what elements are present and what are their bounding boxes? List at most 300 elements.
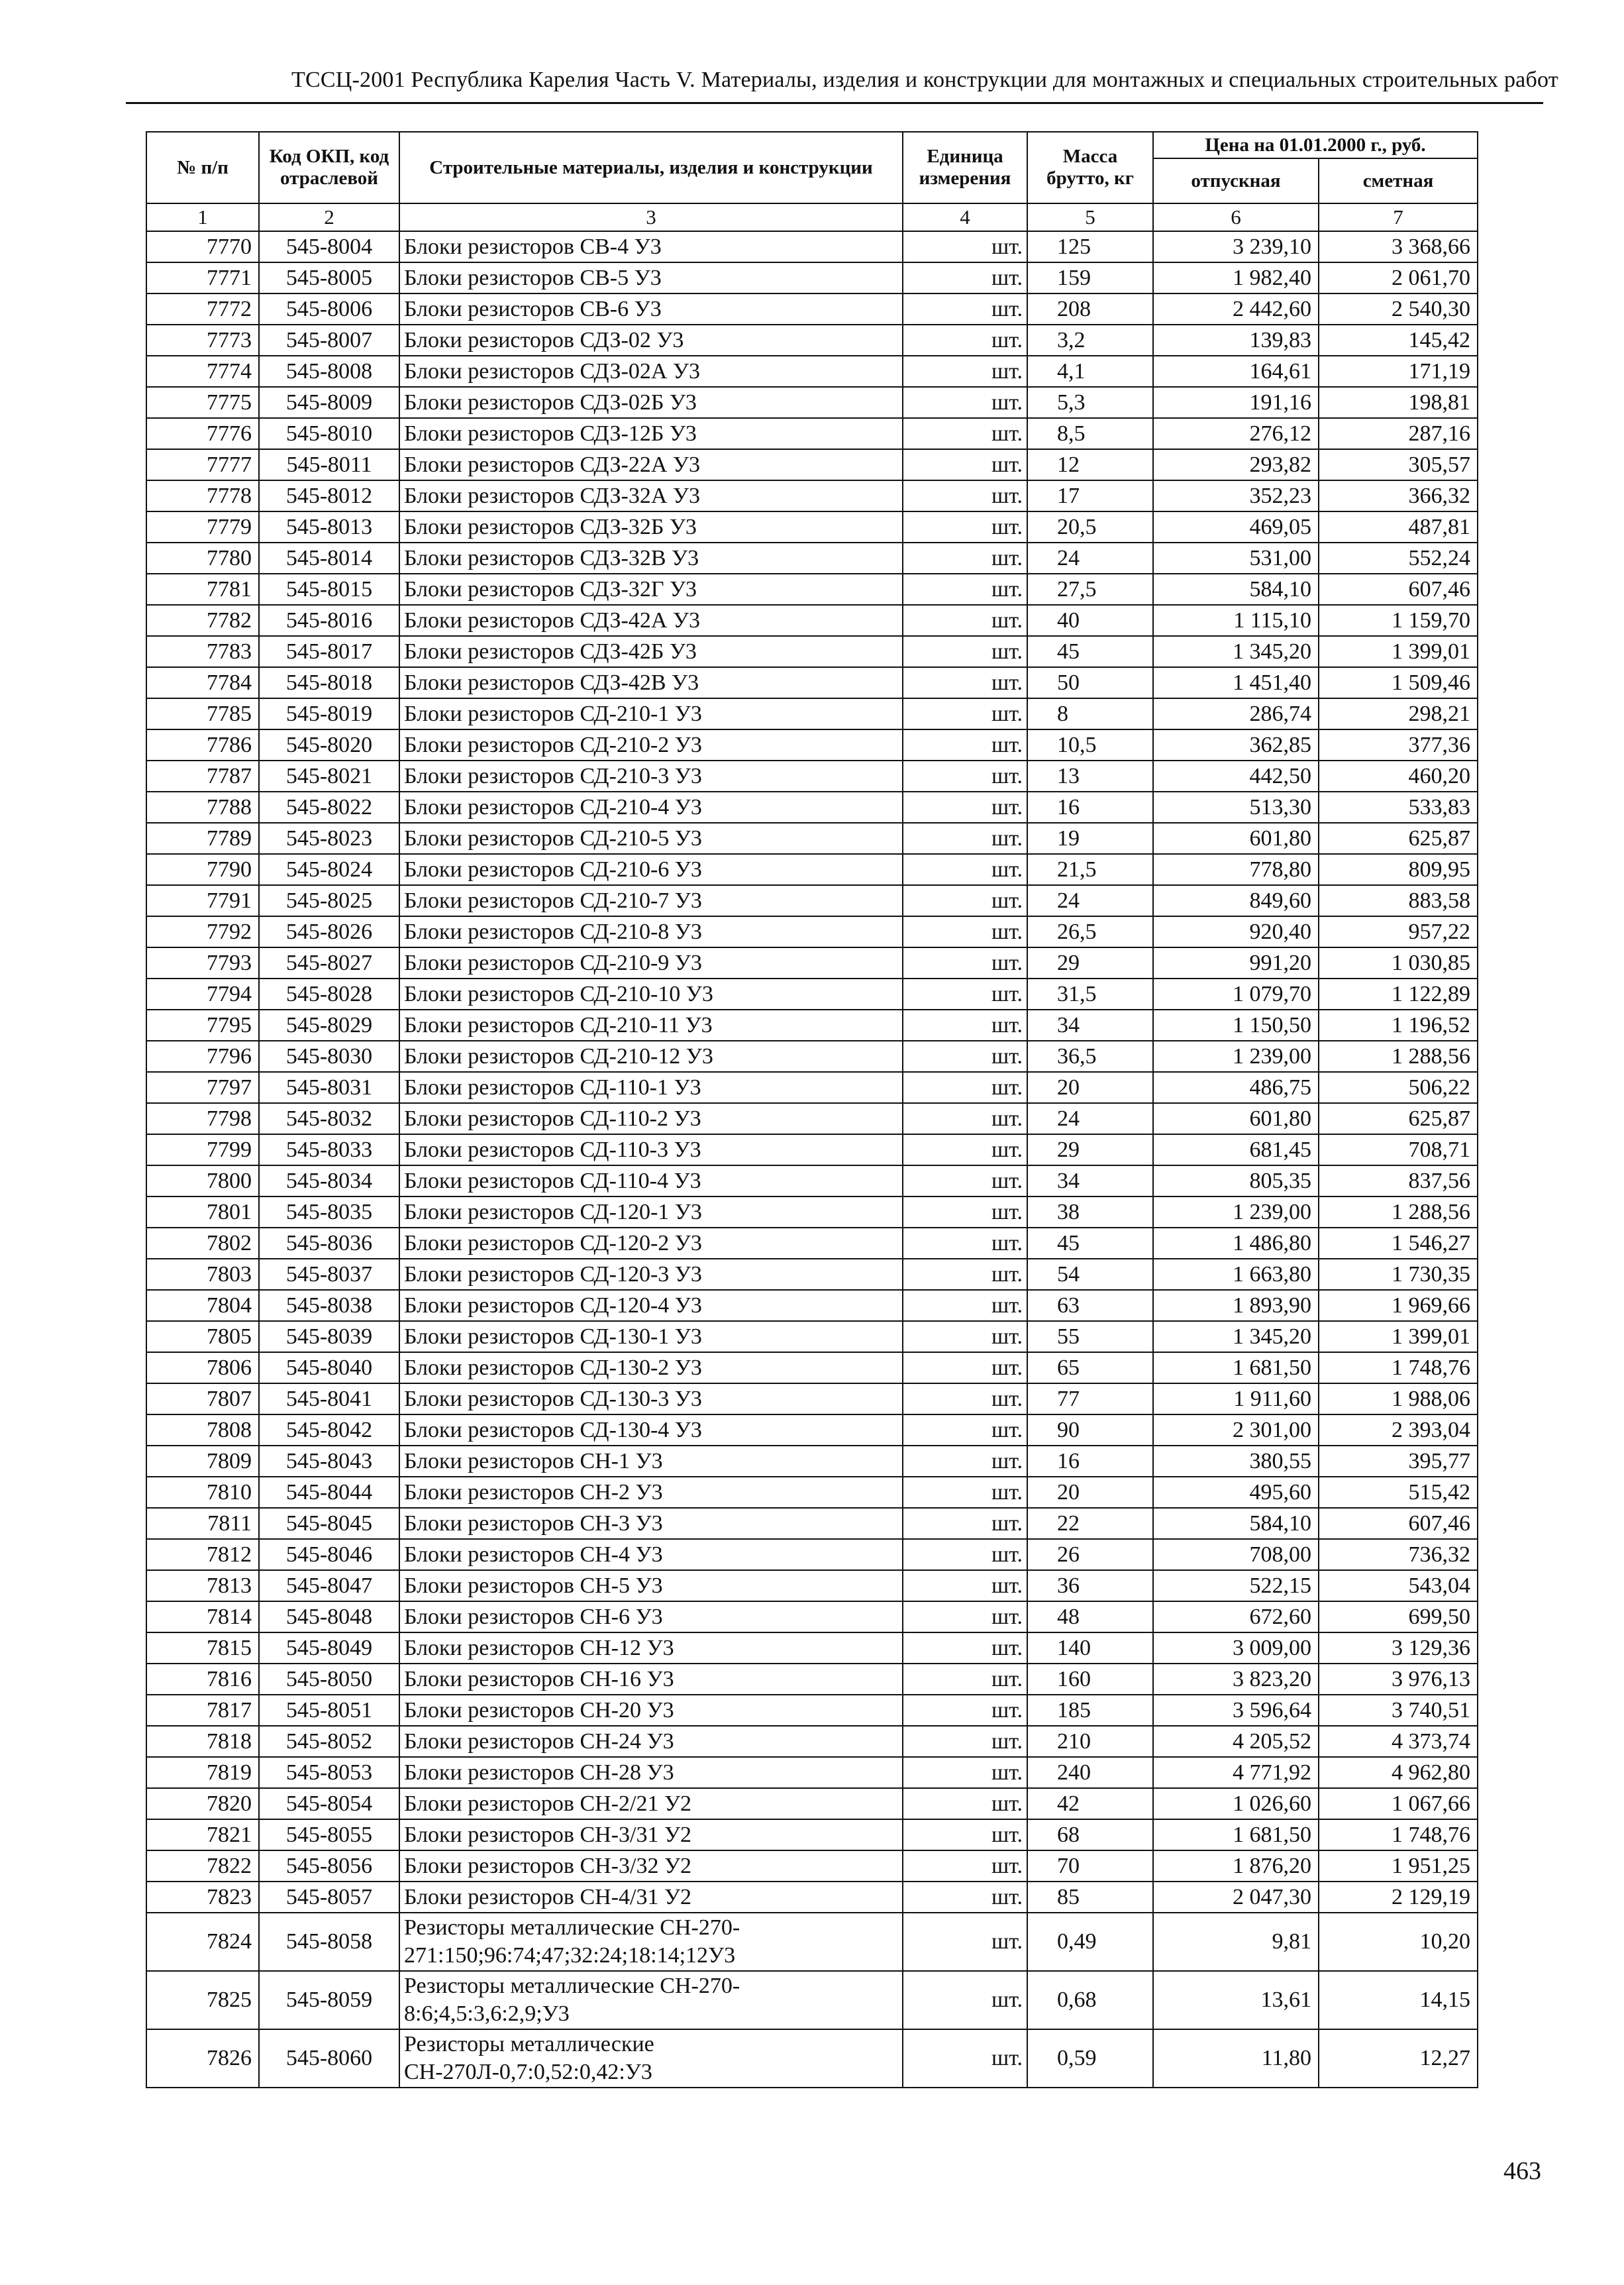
cell-material-name: Блоки резисторов СН-3/32 У2 — [399, 1850, 903, 1882]
cell-mass: 0,49 — [1027, 1913, 1153, 1971]
cell-okp-code: 545-8060 — [259, 2029, 399, 2088]
cell-okp-code: 545-8011 — [259, 449, 399, 480]
cell-material-name: Блоки резисторов СН-16 У3 — [399, 1664, 903, 1695]
cell-okp-code: 545-8010 — [259, 418, 399, 449]
cell-item-number: 7826 — [146, 2029, 259, 2088]
cell-mass: 31,5 — [1027, 979, 1153, 1010]
cell-item-number: 7800 — [146, 1165, 259, 1196]
cell-item-number: 7789 — [146, 823, 259, 854]
cell-price-estimate: 1 196,52 — [1319, 1010, 1478, 1041]
cell-item-number: 7807 — [146, 1383, 259, 1414]
cell-mass: 34 — [1027, 1165, 1153, 1196]
cell-material-name: Блоки резисторов СН-20 У3 — [399, 1695, 903, 1726]
cell-mass: 70 — [1027, 1850, 1153, 1882]
cell-price-release: 991,20 — [1153, 947, 1319, 979]
cell-material-name: Блоки резисторов СД-210-5 У3 — [399, 823, 903, 854]
cell-item-number: 7780 — [146, 543, 259, 574]
column-number: 7 — [1319, 203, 1478, 231]
cell-mass: 210 — [1027, 1726, 1153, 1757]
cell-item-number: 7786 — [146, 729, 259, 761]
cell-material-name: Блоки резисторов СН-3 У3 — [399, 1508, 903, 1539]
cell-price-estimate: 2 540,30 — [1319, 293, 1478, 325]
cell-material-name: Блоки резисторов СН-4 У3 — [399, 1539, 903, 1570]
cell-price-release: 139,83 — [1153, 325, 1319, 356]
table-row — [146, 418, 1478, 449]
cell-price-estimate: 533,83 — [1319, 792, 1478, 823]
table-row — [146, 1228, 1478, 1259]
cell-price-release: 1 150,50 — [1153, 1010, 1319, 1041]
cell-unit: шт. — [903, 1664, 1027, 1695]
cell-price-release: 469,05 — [1153, 511, 1319, 543]
cell-item-number: 7824 — [146, 1913, 259, 1971]
cell-material-name: Блоки резисторов СН-2 У3 — [399, 1477, 903, 1508]
cell-price-release: 1 115,10 — [1153, 605, 1319, 636]
cell-item-number: 7814 — [146, 1601, 259, 1632]
cell-item-number: 7804 — [146, 1290, 259, 1321]
cell-price-release: 2 301,00 — [1153, 1414, 1319, 1446]
cell-material-name: Блоки резисторов СДЗ-32В У3 — [399, 543, 903, 574]
cell-unit: шт. — [903, 947, 1027, 979]
cell-okp-code: 545-8033 — [259, 1134, 399, 1165]
cell-unit: шт. — [903, 1819, 1027, 1850]
cell-okp-code: 545-8009 — [259, 387, 399, 418]
cell-okp-code: 545-8055 — [259, 1819, 399, 1850]
cell-material-name: Блоки резисторов СД-210-8 У3 — [399, 916, 903, 947]
table-row — [146, 387, 1478, 418]
cell-mass: 20 — [1027, 1072, 1153, 1103]
table-row — [146, 1913, 1478, 1971]
cell-price-release: 1 876,20 — [1153, 1850, 1319, 1882]
cell-price-release: 276,12 — [1153, 418, 1319, 449]
cell-price-release: 708,00 — [1153, 1539, 1319, 1570]
cell-item-number: 7801 — [146, 1196, 259, 1228]
cell-mass: 24 — [1027, 885, 1153, 916]
header-price-release: отпускная — [1153, 158, 1319, 203]
cell-okp-code: 545-8049 — [259, 1632, 399, 1664]
cell-okp-code: 545-8031 — [259, 1072, 399, 1103]
cell-unit: шт. — [903, 387, 1027, 418]
cell-unit: шт. — [903, 1882, 1027, 1913]
table-row — [146, 1726, 1478, 1757]
cell-unit: шт. — [903, 698, 1027, 729]
cell-okp-code: 545-8043 — [259, 1446, 399, 1477]
cell-mass: 159 — [1027, 262, 1153, 293]
table-row — [146, 1414, 1478, 1446]
cell-item-number: 7811 — [146, 1508, 259, 1539]
cell-unit: шт. — [903, 1196, 1027, 1228]
cell-mass: 48 — [1027, 1601, 1153, 1632]
cell-item-number: 7795 — [146, 1010, 259, 1041]
cell-mass: 125 — [1027, 231, 1153, 262]
cell-okp-code: 545-8059 — [259, 1971, 399, 2029]
cell-item-number: 7822 — [146, 1850, 259, 1882]
cell-price-estimate: 607,46 — [1319, 574, 1478, 605]
cell-price-estimate: 3 368,66 — [1319, 231, 1478, 262]
cell-unit: шт. — [903, 916, 1027, 947]
cell-item-number: 7805 — [146, 1321, 259, 1352]
table-row — [146, 885, 1478, 916]
cell-okp-code: 545-8022 — [259, 792, 399, 823]
cell-okp-code: 545-8020 — [259, 729, 399, 761]
cell-okp-code: 545-8051 — [259, 1695, 399, 1726]
cell-okp-code: 545-8045 — [259, 1508, 399, 1539]
cell-unit: шт. — [903, 1788, 1027, 1819]
running-header: ТССЦ-2001 Республика Карелия Часть V. Материалы, изделия и конструкции для монтажных и специальных строительных работ — [291, 68, 1558, 92]
table-row — [146, 1882, 1478, 1913]
cell-material-name: Блоки резисторов СД-210-2 У3 — [399, 729, 903, 761]
cell-okp-code: 545-8047 — [259, 1570, 399, 1601]
cell-unit: шт. — [903, 636, 1027, 667]
cell-mass: 5,3 — [1027, 387, 1153, 418]
table-row — [146, 449, 1478, 480]
cell-price-release: 1 982,40 — [1153, 262, 1319, 293]
table-row — [146, 698, 1478, 729]
cell-mass: 240 — [1027, 1757, 1153, 1788]
cell-item-number: 7816 — [146, 1664, 259, 1695]
cell-price-release: 4 771,92 — [1153, 1757, 1319, 1788]
cell-price-estimate: 4 962,80 — [1319, 1757, 1478, 1788]
cell-price-release: 1 893,90 — [1153, 1290, 1319, 1321]
cell-price-estimate: 1 122,89 — [1319, 979, 1478, 1010]
cell-item-number: 7803 — [146, 1259, 259, 1290]
table-row — [146, 2029, 1478, 2088]
cell-mass: 63 — [1027, 1290, 1153, 1321]
cell-material-name: Резисторы металлические СН-270-271:150;96:74;47;32:24;18:14;12У3 — [399, 1913, 903, 1971]
cell-unit: шт. — [903, 356, 1027, 387]
header-okp-code: Код ОКП, код отраслевой — [259, 132, 399, 203]
table-row — [146, 1850, 1478, 1882]
cell-okp-code: 545-8041 — [259, 1383, 399, 1414]
cell-material-name: Блоки резисторов СД-210-12 У3 — [399, 1041, 903, 1072]
cell-price-estimate: 1 399,01 — [1319, 1321, 1478, 1352]
table-row — [146, 1664, 1478, 1695]
table-row — [146, 293, 1478, 325]
cell-unit: шт. — [903, 231, 1027, 262]
cell-unit: шт. — [903, 293, 1027, 325]
table-row — [146, 511, 1478, 543]
cell-price-estimate: 487,81 — [1319, 511, 1478, 543]
cell-item-number: 7792 — [146, 916, 259, 947]
cell-mass: 36,5 — [1027, 1041, 1153, 1072]
cell-unit: шт. — [903, 1632, 1027, 1664]
cell-material-name: Блоки резисторов СД-130-4 У3 — [399, 1414, 903, 1446]
cell-price-release: 584,10 — [1153, 1508, 1319, 1539]
cell-mass: 13 — [1027, 761, 1153, 792]
cell-mass: 24 — [1027, 543, 1153, 574]
cell-okp-code: 545-8012 — [259, 480, 399, 511]
cell-item-number: 7806 — [146, 1352, 259, 1383]
cell-price-estimate: 1 509,46 — [1319, 667, 1478, 698]
cell-price-estimate: 625,87 — [1319, 823, 1478, 854]
cell-price-estimate: 543,04 — [1319, 1570, 1478, 1601]
cell-mass: 12 — [1027, 449, 1153, 480]
table-row — [146, 1259, 1478, 1290]
cell-unit: шт. — [903, 1726, 1027, 1757]
cell-item-number: 7787 — [146, 761, 259, 792]
cell-item-number: 7785 — [146, 698, 259, 729]
cell-mass: 24 — [1027, 1103, 1153, 1134]
cell-mass: 54 — [1027, 1259, 1153, 1290]
cell-okp-code: 545-8028 — [259, 979, 399, 1010]
cell-mass: 16 — [1027, 792, 1153, 823]
cell-item-number: 7825 — [146, 1971, 259, 2029]
cell-price-estimate: 2 061,70 — [1319, 262, 1478, 293]
cell-unit: шт. — [903, 1259, 1027, 1290]
cell-item-number: 7776 — [146, 418, 259, 449]
cell-mass: 0,59 — [1027, 2029, 1153, 2088]
cell-material-name: Блоки резисторов СД-110-2 У3 — [399, 1103, 903, 1134]
cell-mass: 17 — [1027, 480, 1153, 511]
cell-material-name: Резисторы металлические СН-270-8:6;4,5:3,6:2,9;У3 — [399, 1971, 903, 2029]
cell-material-name: Блоки резисторов СН-5 У3 — [399, 1570, 903, 1601]
cell-mass: 160 — [1027, 1664, 1153, 1695]
cell-item-number: 7774 — [146, 356, 259, 387]
cell-okp-code: 545-8005 — [259, 262, 399, 293]
cell-price-release: 442,50 — [1153, 761, 1319, 792]
cell-unit: шт. — [903, 1134, 1027, 1165]
column-number-row — [146, 203, 1478, 231]
cell-unit: шт. — [903, 1971, 1027, 2029]
cell-item-number: 7771 — [146, 262, 259, 293]
cell-okp-code: 545-8048 — [259, 1601, 399, 1632]
cell-okp-code: 545-8015 — [259, 574, 399, 605]
cell-material-name: Блоки резисторов СДЗ-02 У3 — [399, 325, 903, 356]
cell-price-release: 513,30 — [1153, 792, 1319, 823]
cell-unit: шт. — [903, 262, 1027, 293]
table-row — [146, 1290, 1478, 1321]
cell-price-release: 1 451,40 — [1153, 667, 1319, 698]
cell-price-estimate: 395,77 — [1319, 1446, 1478, 1477]
table-row — [146, 1971, 1478, 2029]
cell-mass: 185 — [1027, 1695, 1153, 1726]
cell-price-release: 584,10 — [1153, 574, 1319, 605]
cell-price-release: 1 079,70 — [1153, 979, 1319, 1010]
cell-unit: шт. — [903, 511, 1027, 543]
cell-okp-code: 545-8007 — [259, 325, 399, 356]
cell-price-release: 920,40 — [1153, 916, 1319, 947]
cell-item-number: 7810 — [146, 1477, 259, 1508]
cell-unit: шт. — [903, 1601, 1027, 1632]
table-row — [146, 916, 1478, 947]
cell-price-estimate: 3 740,51 — [1319, 1695, 1478, 1726]
cell-item-number: 7770 — [146, 231, 259, 262]
table-row — [146, 1134, 1478, 1165]
cell-item-number: 7790 — [146, 854, 259, 885]
table-row — [146, 1010, 1478, 1041]
column-number: 2 — [259, 203, 399, 231]
cell-price-estimate: 837,56 — [1319, 1165, 1478, 1196]
cell-price-release: 164,61 — [1153, 356, 1319, 387]
cell-mass: 22 — [1027, 1508, 1153, 1539]
cell-okp-code: 545-8027 — [259, 947, 399, 979]
cell-unit: шт. — [903, 1103, 1027, 1134]
cell-okp-code: 545-8030 — [259, 1041, 399, 1072]
cell-item-number: 7802 — [146, 1228, 259, 1259]
cell-material-name: Блоки резисторов СН-12 У3 — [399, 1632, 903, 1664]
cell-material-name: Блоки резисторов СДЗ-32Г У3 — [399, 574, 903, 605]
cell-material-name: Блоки резисторов СД-210-11 У3 — [399, 1010, 903, 1041]
cell-price-estimate: 2 393,04 — [1319, 1414, 1478, 1446]
cell-material-name: Блоки резисторов СДЗ-32А У3 — [399, 480, 903, 511]
cell-price-estimate: 1 399,01 — [1319, 636, 1478, 667]
cell-unit: шт. — [903, 325, 1027, 356]
cell-okp-code: 545-8038 — [259, 1290, 399, 1321]
table-row — [146, 1103, 1478, 1134]
cell-unit: шт. — [903, 1695, 1027, 1726]
cell-price-estimate: 1 288,56 — [1319, 1196, 1478, 1228]
cell-okp-code: 545-8025 — [259, 885, 399, 916]
cell-okp-code: 545-8058 — [259, 1913, 399, 1971]
cell-unit: шт. — [903, 792, 1027, 823]
cell-item-number: 7788 — [146, 792, 259, 823]
cell-item-number: 7779 — [146, 511, 259, 543]
cell-material-name: Блоки резисторов СН-28 У3 — [399, 1757, 903, 1788]
cell-unit: шт. — [903, 1383, 1027, 1414]
cell-price-release: 3 596,64 — [1153, 1695, 1319, 1726]
cell-price-release: 2 047,30 — [1153, 1882, 1319, 1913]
cell-price-release: 1 239,00 — [1153, 1041, 1319, 1072]
cell-material-name: Блоки резисторов СД-110-3 У3 — [399, 1134, 903, 1165]
cell-material-name: Блоки резисторов СН-2/21 У2 — [399, 1788, 903, 1819]
cell-unit: шт. — [903, 1041, 1027, 1072]
cell-item-number: 7791 — [146, 885, 259, 916]
cell-unit: шт. — [903, 480, 1027, 511]
cell-price-estimate: 1 748,76 — [1319, 1352, 1478, 1383]
cell-item-number: 7817 — [146, 1695, 259, 1726]
cell-price-estimate: 699,50 — [1319, 1601, 1478, 1632]
table-row — [146, 947, 1478, 979]
cell-material-name: Блоки резисторов СД-210-1 У3 — [399, 698, 903, 729]
table-row — [146, 854, 1478, 885]
cell-item-number: 7796 — [146, 1041, 259, 1072]
cell-price-release: 9,81 — [1153, 1913, 1319, 1971]
column-number: 3 — [399, 203, 903, 231]
cell-price-estimate: 736,32 — [1319, 1539, 1478, 1570]
cell-material-name: Блоки резисторов СД-130-3 У3 — [399, 1383, 903, 1414]
cell-mass: 40 — [1027, 605, 1153, 636]
cell-price-estimate: 366,32 — [1319, 480, 1478, 511]
cell-price-estimate: 883,58 — [1319, 885, 1478, 916]
cell-price-release: 362,85 — [1153, 729, 1319, 761]
cell-unit: шт. — [903, 605, 1027, 636]
cell-material-name: Блоки резисторов СД-130-2 У3 — [399, 1352, 903, 1383]
cell-okp-code: 545-8004 — [259, 231, 399, 262]
cell-material-name: Блоки резисторов СВ-6 У3 — [399, 293, 903, 325]
table-row — [146, 636, 1478, 667]
table-row — [146, 574, 1478, 605]
table-row — [146, 605, 1478, 636]
cell-material-name: Блоки резисторов СД-120-4 У3 — [399, 1290, 903, 1321]
table-row — [146, 1570, 1478, 1601]
cell-mass: 29 — [1027, 1134, 1153, 1165]
cell-price-estimate: 957,22 — [1319, 916, 1478, 947]
cell-price-estimate: 1 988,06 — [1319, 1383, 1478, 1414]
cell-material-name: Блоки резисторов СД-210-6 У3 — [399, 854, 903, 885]
cell-unit: шт. — [903, 1477, 1027, 1508]
cell-okp-code: 545-8044 — [259, 1477, 399, 1508]
cell-price-release: 522,15 — [1153, 1570, 1319, 1601]
table-row — [146, 1632, 1478, 1664]
cell-material-name: Блоки резисторов СД-210-10 У3 — [399, 979, 903, 1010]
cell-okp-code: 545-8056 — [259, 1850, 399, 1882]
cell-material-name: Блоки резисторов СДЗ-12Б У3 — [399, 418, 903, 449]
cell-okp-code: 545-8036 — [259, 1228, 399, 1259]
cell-material-name: Блоки резисторов СД-110-4 У3 — [399, 1165, 903, 1196]
cell-mass: 55 — [1027, 1321, 1153, 1352]
cell-unit: шт. — [903, 418, 1027, 449]
cell-price-release: 1 681,50 — [1153, 1819, 1319, 1850]
cell-mass: 21,5 — [1027, 854, 1153, 885]
cell-mass: 65 — [1027, 1352, 1153, 1383]
cell-mass: 90 — [1027, 1414, 1153, 1446]
cell-price-estimate: 3 976,13 — [1319, 1664, 1478, 1695]
column-number: 6 — [1153, 203, 1319, 231]
cell-mass: 50 — [1027, 667, 1153, 698]
column-number: 4 — [903, 203, 1027, 231]
cell-material-name: Блоки резисторов СД-110-1 У3 — [399, 1072, 903, 1103]
cell-price-estimate: 552,24 — [1319, 543, 1478, 574]
table-row — [146, 1819, 1478, 1850]
cell-mass: 77 — [1027, 1383, 1153, 1414]
cell-material-name: Блоки резисторов СДЗ-02Б У3 — [399, 387, 903, 418]
cell-price-estimate: 708,71 — [1319, 1134, 1478, 1165]
cell-item-number: 7821 — [146, 1819, 259, 1850]
cell-price-estimate: 607,46 — [1319, 1508, 1478, 1539]
cell-item-number: 7775 — [146, 387, 259, 418]
cell-material-name: Блоки резисторов СН-6 У3 — [399, 1601, 903, 1632]
cell-price-release: 191,16 — [1153, 387, 1319, 418]
cell-okp-code: 545-8014 — [259, 543, 399, 574]
cell-mass: 140 — [1027, 1632, 1153, 1664]
cell-mass: 26,5 — [1027, 916, 1153, 947]
cell-unit: шт. — [903, 1414, 1027, 1446]
cell-price-estimate: 625,87 — [1319, 1103, 1478, 1134]
cell-okp-code: 545-8006 — [259, 293, 399, 325]
cell-price-estimate: 460,20 — [1319, 761, 1478, 792]
cell-mass: 4,1 — [1027, 356, 1153, 387]
cell-okp-code: 545-8019 — [259, 698, 399, 729]
header-price-group: Цена на 01.01.2000 г., руб. — [1153, 132, 1478, 158]
cell-unit: шт. — [903, 1165, 1027, 1196]
cell-price-estimate: 2 129,19 — [1319, 1882, 1478, 1913]
cell-okp-code: 545-8040 — [259, 1352, 399, 1383]
cell-okp-code: 545-8052 — [259, 1726, 399, 1757]
cell-price-estimate: 305,57 — [1319, 449, 1478, 480]
cell-price-release: 293,82 — [1153, 449, 1319, 480]
price-table — [146, 131, 1478, 2088]
cell-item-number: 7781 — [146, 574, 259, 605]
cell-unit: шт. — [903, 729, 1027, 761]
cell-okp-code: 545-8039 — [259, 1321, 399, 1352]
cell-material-name: Блоки резисторов СДЗ-42Б У3 — [399, 636, 903, 667]
cell-mass: 38 — [1027, 1196, 1153, 1228]
cell-unit: шт. — [903, 449, 1027, 480]
cell-price-estimate: 287,16 — [1319, 418, 1478, 449]
page-number: 463 — [1503, 2157, 1541, 2185]
table-row — [146, 231, 1478, 262]
table-row — [146, 1757, 1478, 1788]
cell-unit: шт. — [903, 1913, 1027, 1971]
cell-unit: шт. — [903, 854, 1027, 885]
cell-price-estimate: 1 748,76 — [1319, 1819, 1478, 1850]
cell-okp-code: 545-8034 — [259, 1165, 399, 1196]
cell-okp-code: 545-8046 — [259, 1539, 399, 1570]
cell-material-name: Блоки резисторов СДЗ-42В У3 — [399, 667, 903, 698]
cell-item-number: 7772 — [146, 293, 259, 325]
cell-price-estimate: 1 969,66 — [1319, 1290, 1478, 1321]
header-price-estimate: сметная — [1319, 158, 1478, 203]
cell-unit: шт. — [903, 1508, 1027, 1539]
